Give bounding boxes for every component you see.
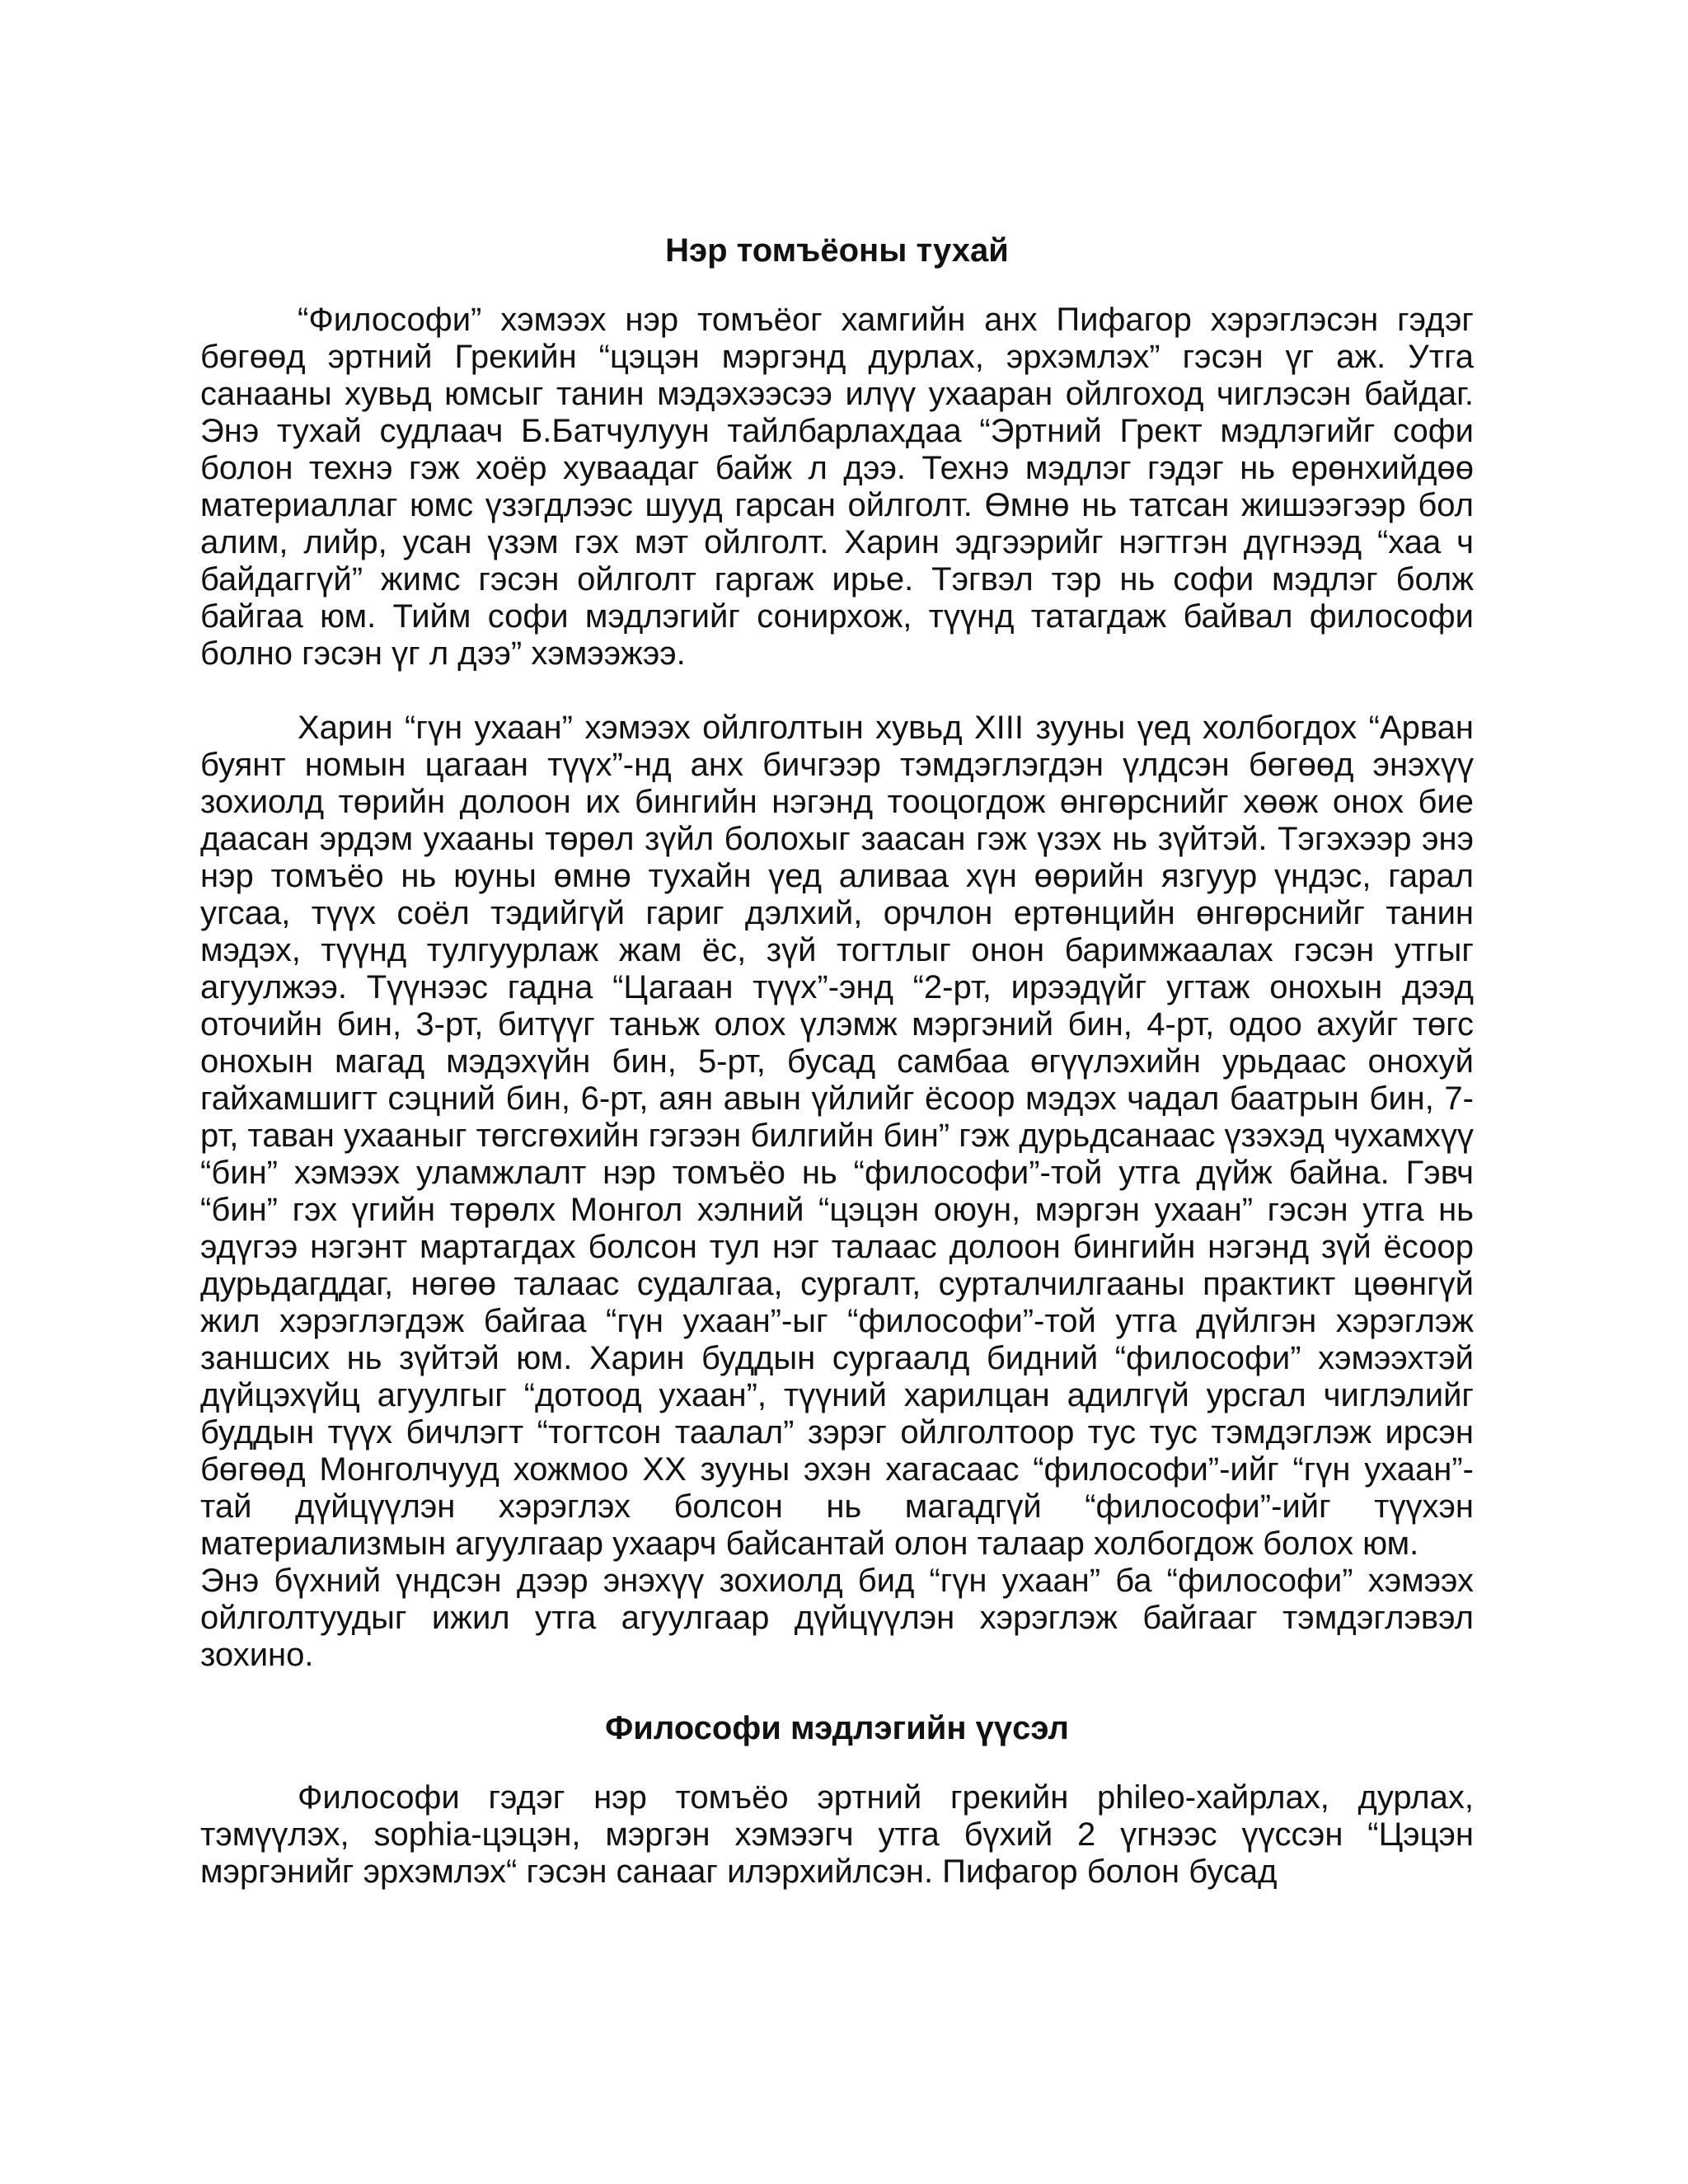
paragraph: “Философи” хэмээх нэр томъёог хамгийн анх Пифагор хэрэглэсэн гэдэг бөгөөд эртний Грекийн “цэцэн мэргэнд дурлах, эрхэмлэх” гэсэн үг аж. Утга санааны хувьд юмсыг танин мэдэхээсээ илүү ухааран ойлгоход чиглэсэн байдаг. Энэ тухай судлаач Б.Батчулуун тайлбарлахдаа “Эртний Грект мэдлэгийг софи болон технэ гэж хоёр хуваадаг байж л дээ. Технэ мэдлэг гэдэг нь ерөнхийдөө материаллаг юмс үзэгдлээс шууд гарсан ойлголт. Өмнө нь татсан жишээгээр бол алим, лийр, усан үзэм гэх мэт ойлголт. Харин эдгээрийг нэгтгэн дүгнээд “хаа ч байдаггүй” жимс гэсэн ойлголт гаргаж ирье. Тэгвэл тэр нь софи мэдлэг болж байгаа юм. Тийм софи мэдлэгийг сонирхож, түүнд татагдаж байвал философи болно гэсэн үг л дээ” хэмээжээ. — [200, 302, 1474, 672]
paragraph: Харин “гүн ухаан” хэмээх ойлголтын хувьд XIII зууны үед холбогдох “Арван буянт номын цагаан түүх”-нд анх бичгээр тэмдэглэгдэн үлдсэн бөгөөд энэхүү зохиолд төрийн долоон их бингийн нэгэнд тооцогдож өнгөрснийг хөөж онох бие даасан эрдэм ухааны төрөл зүйл болохыг заасан гэж үзэх нь зүйтэй. Тэгэхээр энэ нэр томъёо нь юуны өмнө тухайн үед аливаа хүн өөрийн язгуур үндэс, гарал угсаа, түүх соёл тэдийгүй гариг дэлхий, орчлон ертөнцийн өнгөрснийг танин мэдэх, түүнд тулгуурлаж жам ёс, зүй тогтлыг онон баримжаалах гэсэн утгыг агуулжээ. Түүнээс гадна “Цагаан түүх”-энд “2-рт, ирээдүйг угтаж онохын дээд оточийн бин, 3-рт, битүүг таньж олох үлэмж мэргэний бин, 4-рт, одоо ахуйг төгс онохын магад мэдэхүйн бин, 5-рт, бусад самбаа өгүүлэхийн урьдаас онохуй гайхамшигт сэцний бин, 6-рт, аян авын үйлийг ёсоор мэдэх чадал баатрын бин, 7-рт, таван ухааныг төгсгөхийн гэгээн билгийн бин” гэж дурьдсанаас үзэхэд чухамхүү “бин” хэмээх уламжлалт нэр томъёо нь “философи”-той утга дүйж байна. Гэвч “бин” гэх үгийн төрөлх Монгол хэлний “цэцэн оюун, мэргэн ухаан” гэсэн утга нь эдүгээ нэгэнт мартагдах болсон тул нэг талаас долоон бингийн нэгэнд зүй ёсоор дурьдагддаг, нөгөө талаас судалгаа, сургалт, сурталчилгааны практикт цөөнгүй жил хэрэглэгдэж байгаа “гүн ухаан”-ыг “философи”-той утга дүйлгэн хэрэглэж заншсих нь зүйтэй юм. Харин буддын сургаалд бидний “философи” хэмээхтэй дүйцэхүйц агуулгыг “дотоод ухаан”, түүний харилцан адилгүй урсгал чиглэлийг буддын түүх бичлэгт “тогтсон таалал” зэрэг ойлголтоор тус тус тэмдэглэж ирсэн бөгөөд Монголчууд хожмоо XX зууны эхэн хагасаас “философи”-ийг “гүн ухаан”-тай дүйцүүлэн хэрэглэх болсон нь магадгүй “философи”-ийг түүхэн материализмын агуулгаар ухаарч байсантай олон талаар холбогдож болох юм. — [200, 710, 1474, 1562]
paragraph-continuation: Энэ бүхний үндсэн дээр энэхүү зохиолд бид “гүн ухаан” ба “философи” хэмээх ойлголтуудыг ижил утга агуулгаар дүйцүүлэн хэрэглэж байгааг тэмдэглэвэл зохино. — [200, 1563, 1474, 1673]
paragraph: Философи гэдэг нэр томъёо эртний грекийн phileo-хайрлах, дурлах, тэмүүлэх, sophia-цэцэн, мэргэн хэмээгч утга бүхий 2 үгнээс үүссэн “Цэцэн мэргэнийг эрхэмлэх“ гэсэн санааг илэрхийлсэн. Пифагор болон бусад — [200, 1779, 1474, 1890]
section-heading: Нэр томъёоны тухай — [665, 232, 1009, 269]
section-heading: Философи мэдлэгийн үүсэл — [605, 1710, 1069, 1746]
document-page — [200, 231, 1474, 1891]
